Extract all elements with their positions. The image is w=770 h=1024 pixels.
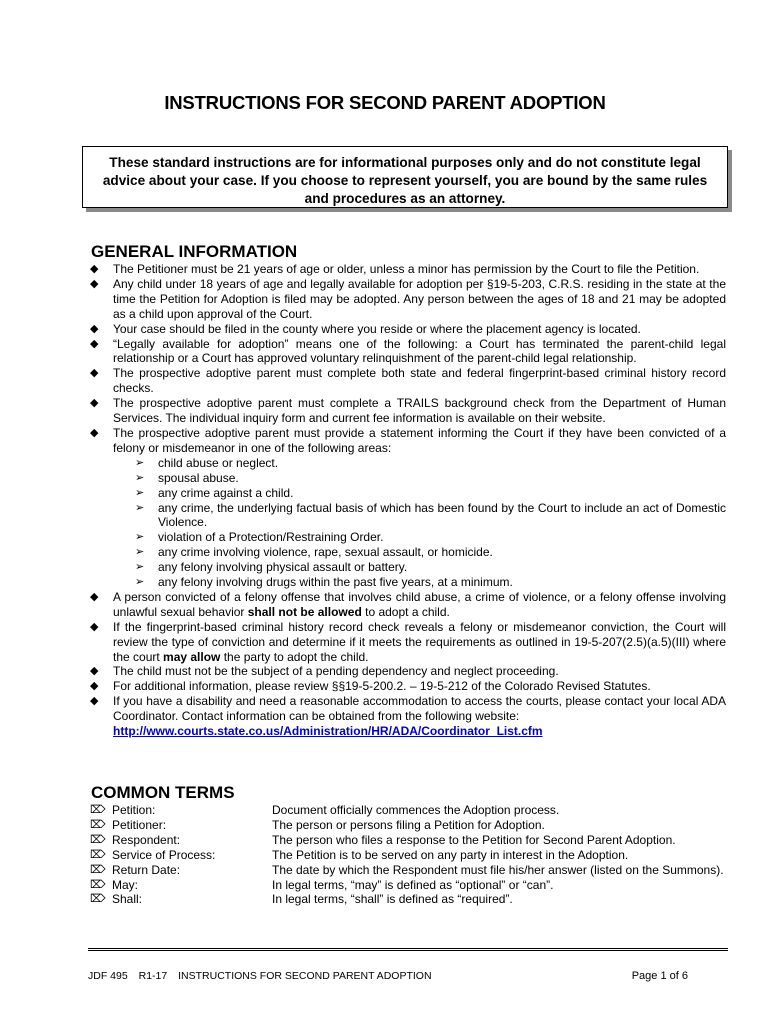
list-item: ◆ If the fingerprint-based criminal history record check reveals a felony or misdemeanor conviction, the Court will review the type of conviction and determine if it meets the requirements as outlined in 19-5-207(2.5)(a.5)(III) where the court may allow the party to adopt the child. [90,619,726,664]
sub-list-item: ➢ any felony involving physical assault or battery. [135,560,408,575]
checkbox-arrow-icon: ⌦ [90,878,106,891]
sub-list-item: ➢ violation of a Protection/Restraining Order. [135,530,384,545]
sub-list-item: ➢ any crime involving violence, rape, sexual assault, or homicide. [135,545,493,560]
diamond-bullet-icon: ◆ [90,665,99,678]
arrow-bullet-icon: ➢ [135,531,145,544]
diamond-bullet-icon: ◆ [90,590,99,603]
form-number: JDF 495 [88,970,128,982]
diamond-bullet-icon: ◆ [90,337,99,350]
disclaimer-box [82,146,728,208]
term-definition: In legal terms, “shall” is defined as “required”. [272,892,513,907]
list-item: ◆ The prospective adoptive parent must complete both state and federal fingerprint-based criminal history record checks. [90,366,726,396]
term-label: Shall: [112,892,143,907]
ada-coordinator-link[interactable]: http://www.courts.state.co.us/Administration/HR/ADA/Coordinator_List.cfm [113,724,543,739]
list-item: ◆ Your case should be filed in the county where you reside or where the placement agency is located. [90,321,641,336]
diamond-bullet-icon: ◆ [90,322,99,335]
term-row [90,863,726,878]
term-definition: The Petition is to be served on any party in interest in the Adoption. [272,847,629,862]
term-label: Petitioner: [112,817,167,832]
term-label: May: [112,877,139,892]
arrow-bullet-icon: ➢ [135,546,145,559]
page-number: Page 1 of 6 [631,970,688,982]
checkbox-arrow-icon: ⌦ [90,848,106,861]
general-information-heading: GENERAL INFORMATION [91,242,298,261]
common-terms-list [90,803,726,907]
form-revision: R1-17 [138,970,168,982]
disclaimer-line: These standard instructions are for informational purposes only and do not constitute legal [109,155,701,170]
sub-list-item: ➢ any crime, the underlying factual basis of which has been found by the Court to include an act of Domestic Violence. [135,500,726,530]
arrow-bullet-icon: ➢ [135,501,145,514]
term-label: Return Date: [112,862,181,877]
term-definition: The person or persons filing a Petition for Adoption. [272,817,545,832]
term-row [90,803,726,818]
list-item: ◆ The child must not be the subject of a pending dependency and neglect proceeding. [90,664,559,679]
term-label: Respondent: [112,832,181,847]
term-row [90,848,726,863]
sub-list-item: ➢ any crime against a child. [135,485,294,500]
list-item: ◆ For additional information, please review §§19-5-200.2. – 19-5-212 of the Colorado Revised Statutes. [90,679,651,694]
diamond-bullet-icon: ◆ [90,426,99,439]
sub-list-item: ➢ any felony involving drugs within the past five years, at a minimum. [135,575,513,590]
list-item: ◆ Any child under 18 years of age and legally available for adoption per §19-5-203, C.R.S. residing in the state at the time the Petition for Adoption is filed may be adopted. Any person between the ages of 18 and 21 may be adopted as a child upon approval of the Court. [90,276,726,321]
list-item: ◆ A person convicted of a felony offense that involves child abuse, a crime of violence, or a felony offense involving unlawful sexual behavior shall not be allowed to adopt a child. [90,589,726,619]
general-information-list [90,262,726,739]
term-definition: Document officially commences the Adoption process. [272,803,560,817]
checkbox-arrow-icon: ⌦ [90,893,106,906]
disclaimer-line: advice about your case. If you choose to represent yourself, you are bound by the same rules [102,173,708,188]
term-row [90,878,726,893]
diamond-bullet-icon: ◆ [90,263,99,275]
diamond-bullet-icon: ◆ [90,397,99,410]
checkbox-arrow-icon: ⌦ [90,804,106,816]
sub-list-item: ➢ spousal abuse. [135,470,239,485]
term-label: Petition: [112,803,156,817]
diamond-bullet-icon: ◆ [90,680,99,693]
diamond-bullet-icon: ◆ [90,695,99,708]
list-item: ◆ The prospective adoptive parent must complete a TRAILS background check from the Department of Human Services. The individual inquiry form and current fee information is available on their website. [90,396,726,426]
checkbox-arrow-icon: ⌦ [90,818,106,831]
page-title: INSTRUCTIONS FOR SECOND PARENT ADOPTION [164,92,606,113]
sub-list-item: ➢ child abuse or neglect. [135,455,279,470]
list-item: ◆ The Petitioner must be 21 years of age or older, unless a minor has permission by the Court to file the Petition. [90,262,700,276]
arrow-bullet-icon: ➢ [135,561,145,574]
checkbox-arrow-icon: ⌦ [90,833,106,846]
term-definition: The date by which the Respondent must file his/her answer (listed on the Summons). [272,862,724,877]
disclaimer-line: and procedures as an attorney. [304,191,506,206]
term-row [90,818,726,833]
arrow-bullet-icon: ➢ [135,456,145,469]
term-label: Service of Process: [112,847,216,862]
checkbox-arrow-icon: ⌦ [90,863,106,876]
diamond-bullet-icon: ◆ [90,367,99,380]
diamond-bullet-icon: ◆ [90,620,99,633]
footer-divider [88,948,728,951]
common-terms-heading: COMMON TERMS [91,783,235,802]
diamond-bullet-icon: ◆ [90,277,99,290]
term-definition: The person who files a response to the Petition for Second Parent Adoption. [272,832,676,847]
term-row [90,892,726,907]
list-item: ◆ “Legally available for adoption” means one of the following: a Court has terminated the parent-child legal relationship or a Court has approved voluntary relinquishment of the parent-child legal relationship. [90,336,726,366]
form-title: INSTRUCTIONS FOR SECOND PARENT ADOPTION [178,970,432,982]
conviction-areas-list [113,456,726,590]
arrow-bullet-icon: ➢ [135,471,145,484]
list-item: ◆ The prospective adoptive parent must provide a statement informing the Court if they have been convicted of a felony or misdemeanor in one of the following areas: ➢ child abuse or neglect. ➢ spousal abuse. ➢ any crime against a child. ➢ any crime, the underlying factual basis of which has been found by the Court to include an act of Domestic Violence. ➢ violation of a Protection/Restraining Order. ➢ any crime involving violence, rape, sexual assault, or homicide. ➢ any felony involving physical assault or battery. ➢ any felony involving drugs within the past five years, at a minimum. [90,425,726,590]
arrow-bullet-icon: ➢ [135,486,145,499]
term-definition: In legal terms, “may” is defined as “optional” or “can”. [272,877,554,892]
arrow-bullet-icon: ➢ [135,576,145,589]
page-footer [88,970,688,982]
term-row [90,833,726,848]
list-item: ◆ If you have a disability and need a reasonable accommodation to access the courts, please contact your local ADA Coordinator. Contact information can be obtained from the following website: http://www.courts.state.co.us/Administration/HR/ADA/Coordinator_List.cfm [90,694,726,739]
